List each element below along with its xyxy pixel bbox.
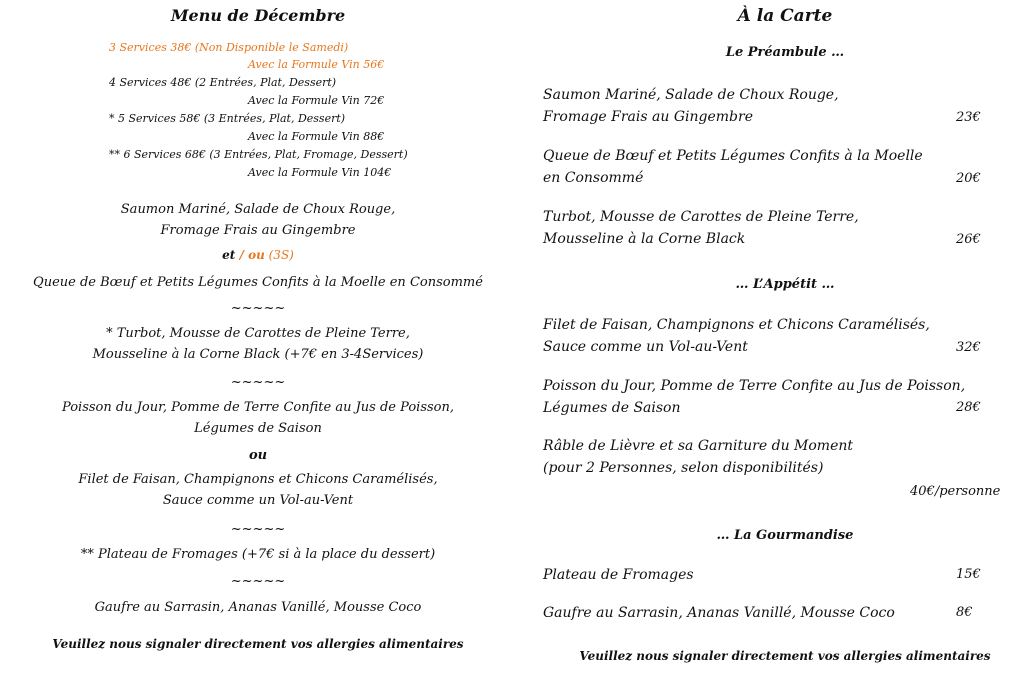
- formula-3-wine: Avec la Formule Vin 56€: [248, 58, 385, 71]
- price-plateau-fromages: 15€: [956, 567, 981, 582]
- price-gaufre: 8€: [956, 605, 973, 620]
- section-appetit: … L’Appétit …: [735, 277, 835, 292]
- dish-turbot-line2: Mousseline à la Corne Black (+7€ en 3-4Services): [92, 347, 424, 362]
- dish-turbot-line1: * Turbot, Mousse de Carottes de Pleine Terre,: [106, 326, 410, 341]
- price-saumon: 23€: [956, 110, 981, 125]
- carte-item-plateau-fromages: Plateau de Fromages: [543, 567, 694, 583]
- choice-et-ou: [0, 245, 516, 266]
- carte-item-turbot: [543, 206, 859, 250]
- carte-item-turbot-line1: Turbot, Mousse de Carottes de Pleine Terre,: [543, 209, 859, 225]
- price-turbot: 26€: [956, 232, 981, 247]
- carte-item-lievre-line2: (pour 2 Personnes, selon disponibilités): [543, 460, 824, 476]
- carte-item-lievre: [543, 435, 853, 479]
- carte-item-queue-line2: en Consommé: [543, 170, 644, 186]
- formula-6-wine: Avec la Formule Vin 104€: [248, 166, 392, 179]
- dish-poisson-line2: Légumes de Saison: [194, 421, 322, 436]
- dish-gaufre: Gaufre au Sarrasin, Ananas Vanillé, Mousse Coco: [94, 600, 422, 615]
- et-label: et: [222, 248, 236, 262]
- carte-item-saumon: [543, 84, 839, 128]
- dish-faisan-line2: Sauce comme un Vol-au-Vent: [162, 493, 354, 508]
- price-poisson: 28€: [956, 400, 981, 415]
- ou-label-orange: ou: [248, 248, 265, 262]
- dish-saumon-line2: Fromage Frais au Gingembre: [160, 223, 356, 238]
- formula-5-wine: Avec la Formule Vin 88€: [248, 130, 385, 143]
- dish-saumon: [0, 199, 516, 241]
- formula-3-services: 3 Services 38€ (Non Disponible le Samedi): [109, 41, 349, 54]
- formula-4-services: 4 Services 48€ (2 Entrées, Plat, Dessert): [109, 76, 337, 89]
- carte-item-saumon-line2: Fromage Frais au Gingembre: [543, 109, 753, 125]
- separator-2: ~~~~~: [230, 375, 286, 390]
- dish-saumon-line1: Saumon Mariné, Salade de Choux Rouge,: [120, 202, 396, 217]
- carte-item-poisson-line1: Poisson du Jour, Pomme de Terre Confite au Jus de Poisson,: [543, 378, 966, 394]
- right-allergy-notice: Veuillez nous signaler directement vos allergies alimentaires: [579, 649, 991, 663]
- dish-poisson: [0, 397, 516, 439]
- carte-item-poisson-line2: Légumes de Saison: [543, 400, 681, 416]
- price-faisan: 32€: [956, 340, 981, 355]
- carte-item-turbot-line2: Mousseline à la Corne Black: [543, 231, 746, 247]
- section-gourmandise: … La Gourmandise: [716, 528, 854, 543]
- section-preambule: Le Préambule …: [725, 45, 845, 60]
- carte-item-queue-line1: Queue de Bœuf et Petits Légumes Confits à la Moelle: [543, 148, 923, 164]
- dish-faisan: [0, 469, 516, 511]
- carte-item-faisan-line2: Sauce comme un Vol-au-Vent: [543, 339, 748, 355]
- dish-plateau-fromages: ** Plateau de Fromages (+7€ si à la place du dessert): [80, 547, 436, 562]
- separator-4: ~~~~~: [230, 574, 286, 589]
- menu-title: Menu de Décembre: [170, 6, 346, 25]
- separator-3: ~~~~~: [230, 522, 286, 537]
- carte-item-poisson: [543, 375, 965, 419]
- carte-title: À la Carte: [737, 6, 833, 26]
- dish-turbot: [0, 323, 516, 365]
- carte-item-lievre-line1: Râble de Lièvre et sa Garniture du Moment: [543, 438, 854, 454]
- carte-item-queue-de-boeuf: [543, 145, 923, 189]
- dish-poisson-line1: Poisson du Jour, Pomme de Terre Confite au Jus de Poisson,: [62, 400, 454, 415]
- price-lievre: 40€/personne: [910, 484, 1001, 499]
- three-s-label: (3S): [264, 248, 294, 262]
- formula-6-services: ** 6 Services 68€ (3 Entrées, Plat, Fromage, Dessert): [109, 148, 408, 161]
- formula-5-services: * 5 Services 58€ (3 Entrées, Plat, Dessert): [109, 112, 346, 125]
- left-allergy-notice: Veuillez nous signaler directement vos allergies alimentaires: [52, 637, 464, 651]
- carte-item-faisan-line1: Filet de Faisan, Champignons et Chicons Caramélisés,: [543, 317, 930, 333]
- carte-item-faisan: [543, 314, 930, 358]
- price-queue-de-boeuf: 20€: [956, 171, 981, 186]
- carte-item-gaufre: Gaufre au Sarrasin, Ananas Vanillé, Mousse Coco: [543, 605, 895, 621]
- carte-item-saumon-line1: Saumon Mariné, Salade de Choux Rouge,: [543, 87, 839, 103]
- ou-label: ou: [248, 448, 268, 463]
- slash-label: /: [235, 248, 249, 262]
- formula-4-wine: Avec la Formule Vin 72€: [248, 94, 385, 107]
- separator-1: ~~~~~: [230, 301, 286, 316]
- dish-queue-de-boeuf: Queue de Bœuf et Petits Légumes Confits à la Moelle en Consommé: [33, 275, 483, 290]
- dish-faisan-line1: Filet de Faisan, Champignons et Chicons Caramélisés,: [78, 472, 438, 487]
